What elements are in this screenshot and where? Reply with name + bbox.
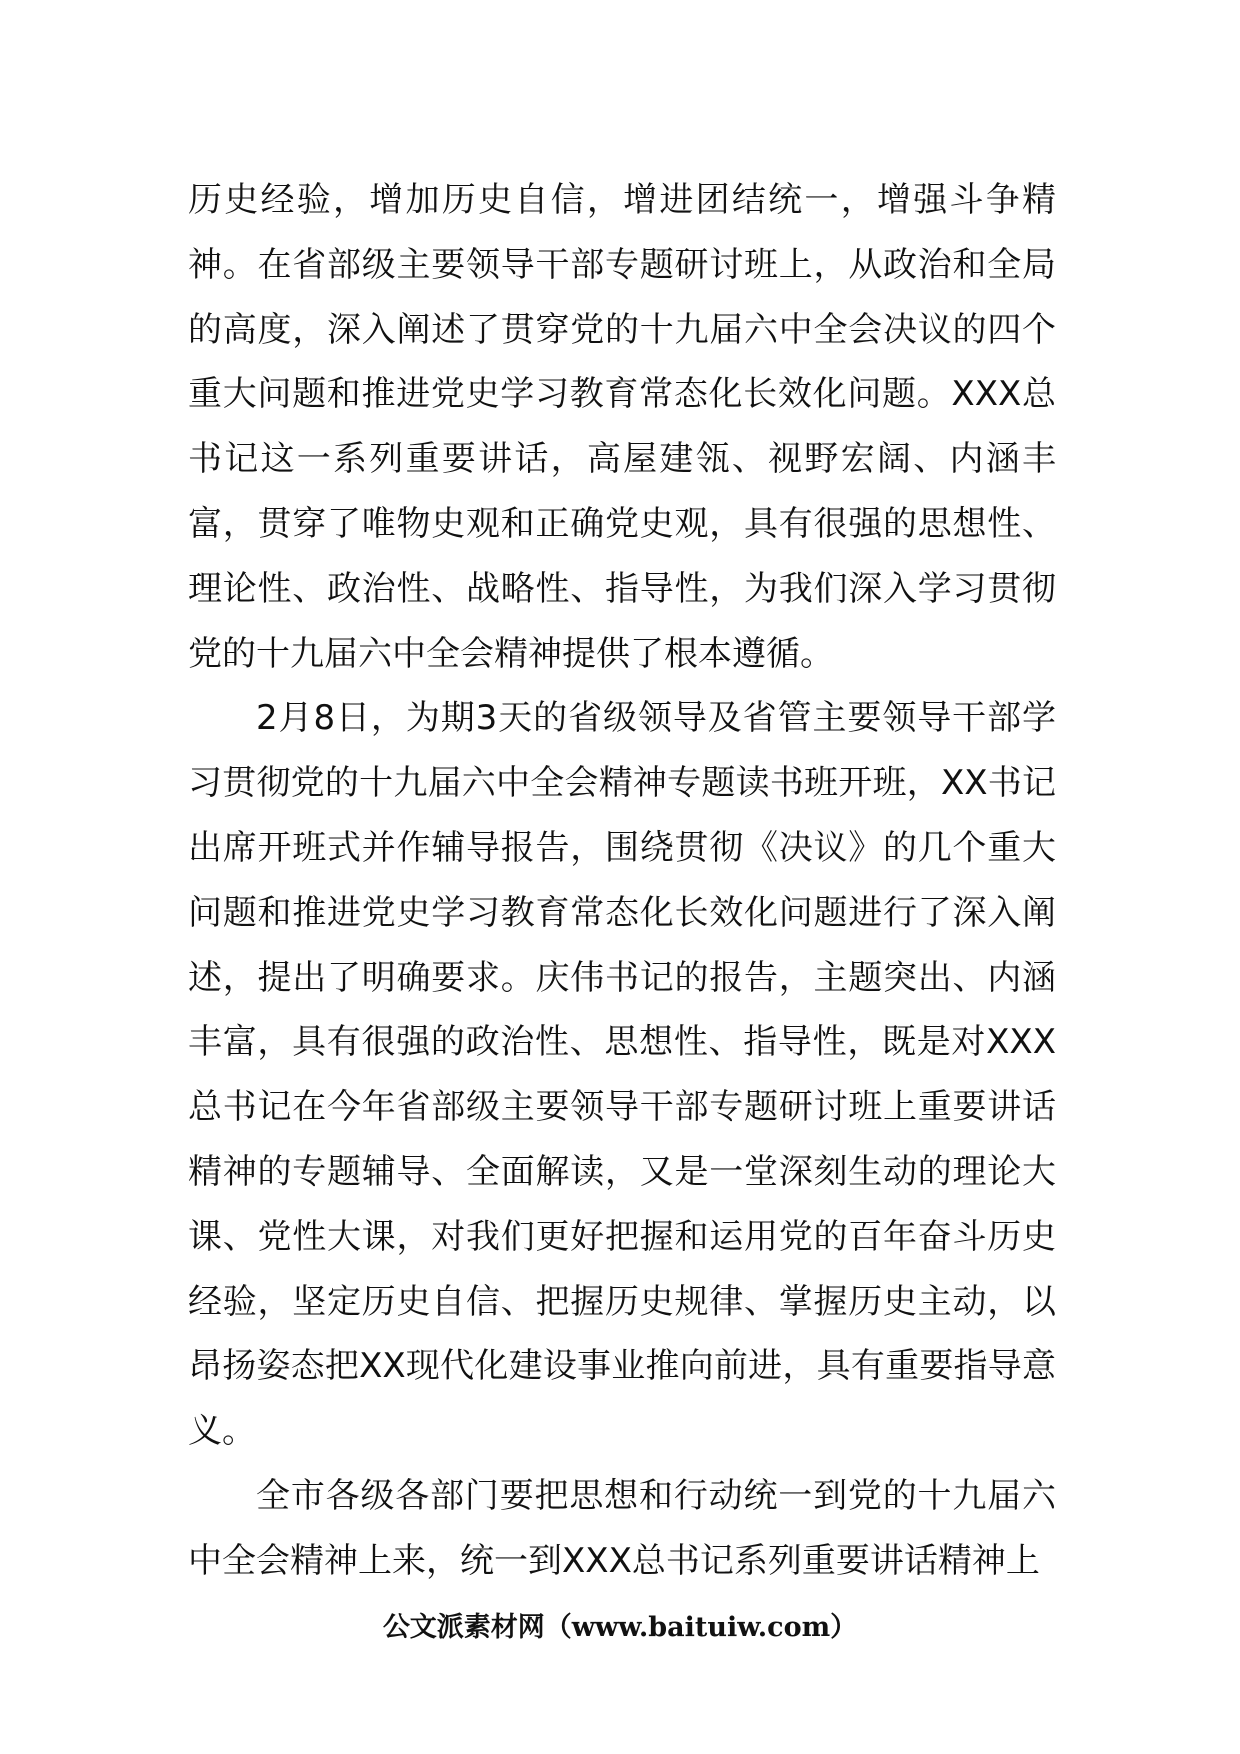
paragraph-1: 历史经验，增加历史自信，增进团结统一，增强斗争精神。在省部级主要领导干部专题研讨班上，从政治和全局的高度，深入阐述了贯穿党的十九届六中全会决议的四个重大问题和推进党史学习教育常态化长效化问题。XXX总书记这一系列重要讲话，高屋建瓴、视野宏阔、内涵丰富，贯穿了唯物史观和正确党史观，具有很强的思想性、理论性、政治性、战略性、指导性，为我们深入学习贯彻党的十九届六中全会精神提供了根本遵循。	[188, 180, 1056, 674]
document-body	[188, 168, 1056, 1594]
paragraph-2: 2月8日，为期3天的省级领导及省管主要领导干部学习贯彻党的十九届六中全会精神专题读书班开班，XX书记出席开班式并作辅导报告，围绕贯彻《决议》的几个重大问题和推进党史学习教育常态化长效化问题进行了深入阐述，提出了明确要求。庆伟书记的报告，主题突出、内涵丰富，具有很强的政治性、思想性、指导性，既是对XXX总书记在今年省部级主要领导干部专题研讨班上重要讲话精神的专题辅导、全面解读，又是一堂深刻生动的理论大课、党性大课，对我们更好把握和运用党的百年奋斗历史经验，坚定历史自信、把握历史规律、掌握历史主动，以昂扬姿态把XX现代化建设事业推向前进，具有重要指导意义。	[188, 698, 1056, 1452]
page-footer-watermark: 公文派素材网（www.baituiw.com）	[382, 1612, 858, 1643]
paragraph-3: 全市各级各部门要把思想和行动统一到党的十九届六中全会精神上来，统一到XXX总书记系列重要讲话精神上	[188, 1475, 1056, 1581]
